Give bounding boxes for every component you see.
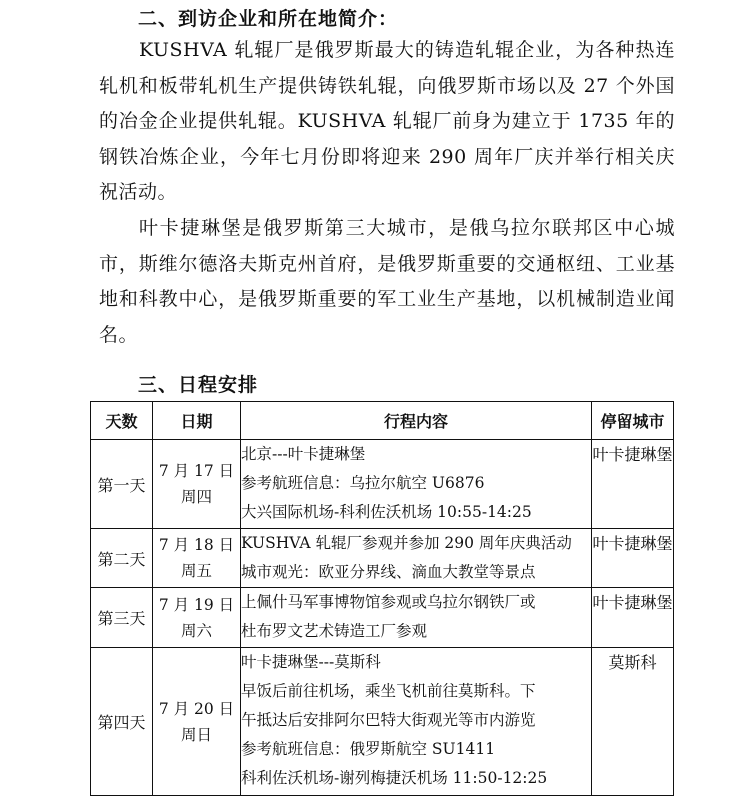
table-row: [91, 529, 674, 588]
date-text: 7 月 17 日: [158, 462, 235, 480]
content-line: 北京---叶卡捷琳堡: [241, 445, 366, 463]
city-text: 莫斯科: [608, 653, 657, 672]
content-line: 早饭后前往机场，乘坐飞机前往莫斯科。下: [241, 682, 536, 700]
date-cell: [153, 588, 241, 648]
weekday-text: 周五: [180, 562, 212, 580]
content-line: 参考航班信息：乌拉尔航空 U6876: [241, 474, 485, 492]
weekday-text: 周日: [180, 725, 212, 744]
content-cell: [241, 588, 592, 648]
header-day: 天数: [91, 402, 153, 440]
content-line: 上佩什马军事博物馆参观或乌拉尔钢铁厂或: [241, 593, 536, 611]
city-cell: [592, 648, 674, 796]
date-text: 7 月 19 日: [158, 595, 235, 614]
header-content: 行程内容: [241, 402, 592, 440]
day-cell: 第三天: [91, 588, 153, 648]
content-line: 叶卡捷琳堡---莫斯科: [241, 653, 381, 671]
schedule-table: [90, 401, 674, 796]
date-text: 7 月 18 日: [158, 536, 235, 554]
city-text: 叶卡捷琳堡: [592, 593, 673, 612]
date-cell: [153, 529, 241, 588]
content-line: 大兴国际机场-科利佐沃机场 10:55-14:25: [241, 503, 532, 521]
day-cell: 第二天: [91, 529, 153, 588]
content-line: 城市观光：欧亚分界线、滴血大教堂等景点: [241, 563, 536, 581]
content-line: 午抵达后安排阿尔巴特大街观光等市内游览: [241, 711, 536, 729]
table-header-row: [91, 402, 674, 440]
section-heading-visit-intro: 二、到访企业和所在地简介：: [138, 8, 399, 30]
city-text: 叶卡捷琳堡: [592, 534, 673, 553]
date-text: 7 月 20 日: [158, 699, 235, 718]
content-cell: [241, 440, 592, 529]
city-cell: [592, 588, 674, 648]
content-cell: [241, 648, 592, 796]
day-cell: 第一天: [91, 440, 153, 529]
date-cell: [153, 648, 241, 796]
table-row: [91, 648, 674, 796]
city-text: 叶卡捷琳堡: [592, 445, 673, 464]
date-cell: [153, 440, 241, 529]
header-city: 停留城市: [592, 402, 674, 440]
section-heading-schedule: 三、日程安排: [138, 374, 259, 396]
content-line: 参考航班信息：俄罗斯航空 SU1411: [241, 740, 496, 758]
content-cell: [241, 529, 592, 588]
paragraph-kushva-intro: KUSHVA 轧辊厂是俄罗斯最大的铸造轧辊企业，为各种热连轧机和板带轧机生产提供铸铁轧辊，向俄罗斯市场以及 27 个外国的冶金企业提供轧辊。KUSHVA 轧辊厂前身为建立于 1735 年的钢铁冶炼企业，今年七月份即将迎来 290 周年厂庆并举行相关庆祝活动。: [99, 39, 675, 203]
city-cell: [592, 440, 674, 529]
table-row: [91, 440, 674, 529]
content-line: KUSHVA 轧辊厂参观并参加 290 周年庆典活动: [241, 534, 572, 552]
weekday-text: 周六: [180, 621, 212, 640]
city-cell: [592, 529, 674, 588]
day-cell: 第四天: [91, 648, 153, 796]
paragraph-yekaterinburg-intro: 叶卡捷琳堡是俄罗斯第三大城市，是俄乌拉尔联邦区中心城市，斯维尔德洛夫斯克州首府，是俄罗斯重要的交通枢纽、工业基地和科教中心，是俄罗斯重要的军工业生产基地，以机械制造业闻名。: [99, 217, 675, 346]
content-line: 科利佐沃机场-谢列梅捷沃机场 11:50-12:25: [241, 769, 548, 787]
weekday-text: 周四: [180, 488, 212, 506]
header-date: 日期: [153, 402, 241, 440]
table-row: [91, 588, 674, 648]
content-line: 杜布罗文艺术铸造工厂参观: [241, 622, 428, 640]
